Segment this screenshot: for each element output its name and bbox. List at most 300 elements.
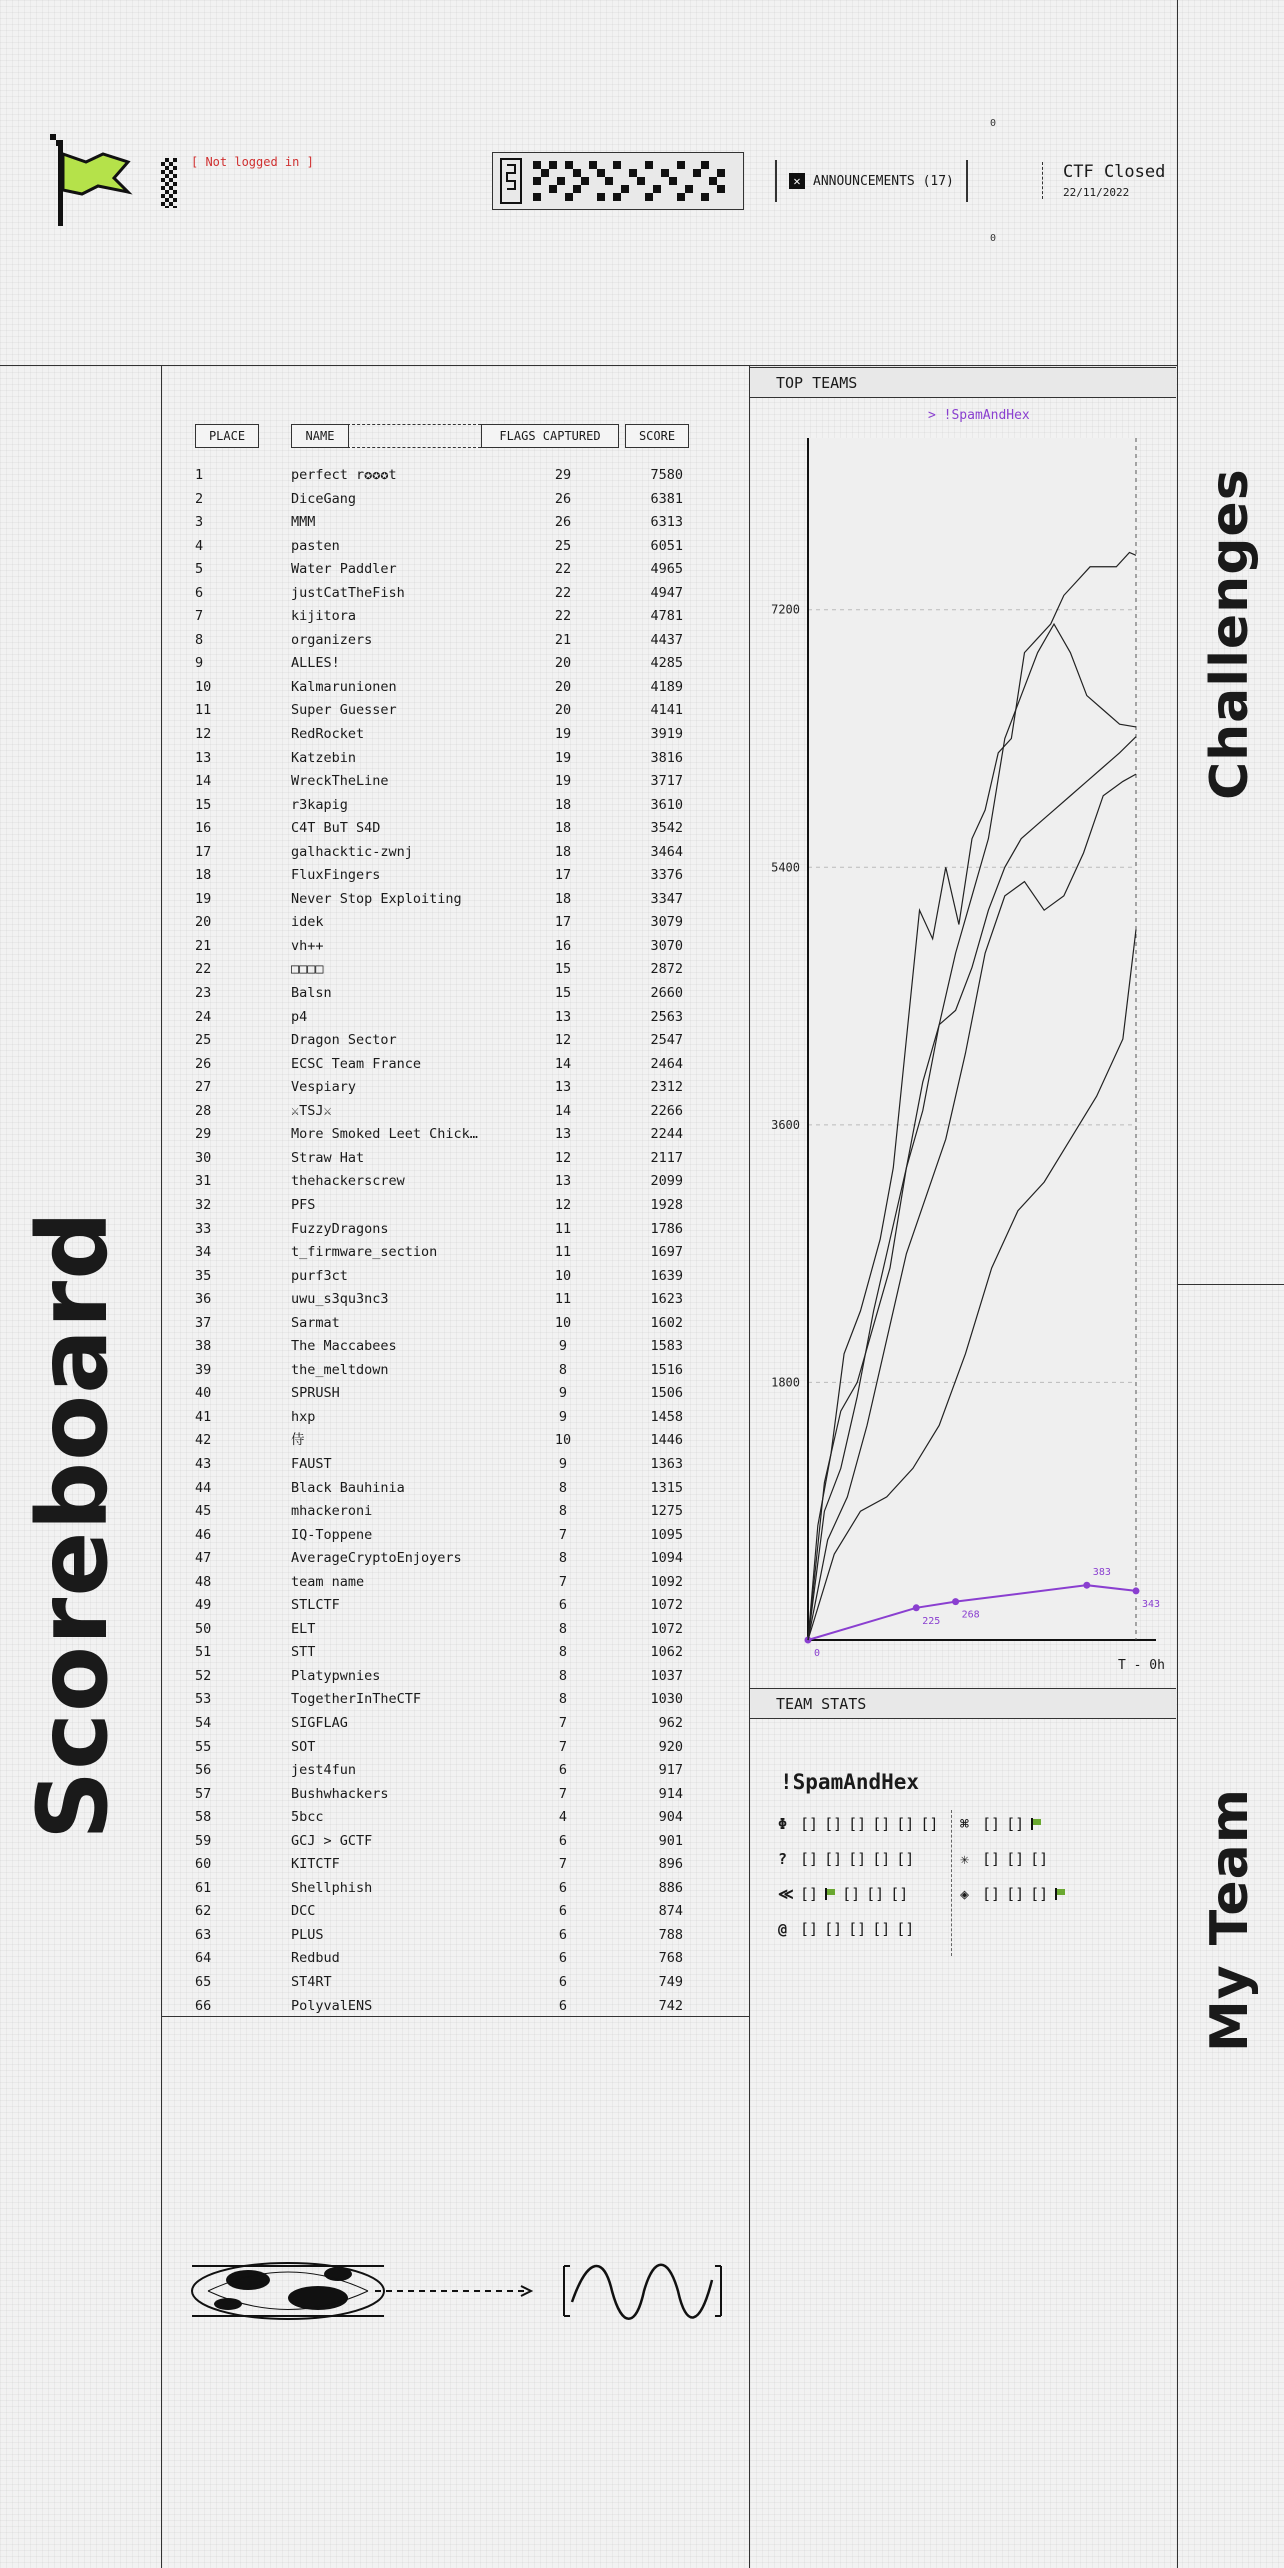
row-place: 65 [195, 1974, 212, 1990]
row-name: GCJ > GCTF [291, 1832, 373, 1849]
row-flags: 6 [558, 1903, 568, 1920]
row-name: Never Stop Exploiting [291, 890, 462, 907]
unsolved-slot: [] [800, 1850, 819, 1868]
row-flags: 7 [558, 1738, 568, 1755]
table-row[interactable] [195, 864, 695, 888]
row-name: galhacktic-zwnj [291, 843, 413, 860]
category-stat [960, 1850, 1048, 1868]
unsolved-slot: [] [896, 1815, 915, 1833]
row-name: t_firmware_section [291, 1244, 438, 1261]
table-row[interactable] [195, 1218, 695, 1242]
row-name: jest4fun [291, 1762, 357, 1779]
row-score: 896 [658, 1856, 683, 1873]
table-row[interactable] [195, 1241, 695, 1265]
unsolved-slot: [] [982, 1815, 1001, 1833]
row-flags: 8 [558, 1691, 568, 1708]
table-row[interactable] [195, 1006, 695, 1030]
row-flags: 22 [554, 561, 572, 578]
table-row[interactable] [195, 1571, 695, 1595]
series-point [1083, 1582, 1090, 1589]
row-place: 47 [195, 1550, 212, 1567]
table-row[interactable] [195, 676, 695, 700]
row-score: 1516 [650, 1361, 683, 1378]
row-flags: 6 [558, 1762, 568, 1779]
row-score: 2099 [650, 1173, 683, 1190]
row-score: 2563 [650, 1008, 683, 1025]
row-place: 60 [195, 1856, 212, 1873]
row-score: 1275 [650, 1503, 683, 1520]
table-row[interactable] [195, 1288, 695, 1312]
unsolved-slot: [] [890, 1885, 909, 1903]
row-score: 6313 [650, 514, 683, 531]
table-row[interactable] [195, 1806, 695, 1830]
announcements-label: ANNOUNCEMENTS (17) [813, 173, 954, 189]
nav-challenges[interactable]: Challenges [1200, 468, 1260, 800]
table-row[interactable] [195, 1783, 695, 1807]
table-row[interactable] [195, 1947, 695, 1971]
row-score: 1315 [650, 1479, 683, 1496]
row-place: 42 [195, 1432, 212, 1449]
table-row[interactable] [195, 1406, 695, 1430]
row-score: 3376 [650, 867, 683, 884]
row-place: 48 [195, 1573, 212, 1590]
row-score: 4947 [650, 584, 683, 601]
row-flags: 17 [554, 867, 572, 884]
row-name: AverageCryptoEnjoyers [291, 1550, 462, 1567]
table-row[interactable] [195, 1641, 695, 1665]
solved-flag-icon [1030, 1818, 1042, 1830]
chart-y-tick-label: 3600 [771, 1117, 800, 1132]
category-stat [778, 1885, 908, 1903]
table-row[interactable] [195, 1312, 695, 1336]
column-header-place[interactable]: PLACE [195, 424, 259, 448]
unsolved-slot: [] [824, 1920, 843, 1938]
row-name: □□□□ [291, 961, 324, 978]
row-flags: 17 [554, 914, 572, 931]
table-row[interactable] [195, 1053, 695, 1077]
row-place: 56 [195, 1762, 212, 1779]
unsolved-slot: [] [842, 1885, 861, 1903]
row-flags: 14 [554, 1102, 572, 1119]
table-row[interactable] [195, 1759, 695, 1783]
row-flags: 4 [558, 1809, 568, 1826]
row-name: RedRocket [291, 726, 365, 743]
row-place: 6 [195, 584, 204, 601]
row-score: 2244 [650, 1126, 683, 1143]
row-name: PolyvalENS [291, 1997, 373, 2014]
table-row[interactable] [195, 1453, 695, 1477]
row-flags: 11 [554, 1220, 572, 1237]
table-row[interactable] [195, 511, 695, 535]
row-flags: 18 [554, 820, 572, 837]
table-row[interactable] [195, 629, 695, 653]
row-place: 44 [195, 1479, 212, 1496]
row-score: 1786 [650, 1220, 683, 1237]
row-place: 36 [195, 1291, 212, 1308]
row-score: 749 [658, 1974, 683, 1990]
row-flags: 10 [554, 1267, 572, 1284]
table-row[interactable] [195, 605, 695, 629]
table-row[interactable] [195, 1712, 695, 1736]
row-score: 4437 [650, 631, 683, 648]
row-place: 33 [195, 1220, 212, 1237]
row-flags: 10 [554, 1432, 572, 1449]
table-row[interactable] [195, 1665, 695, 1689]
row-score: 4965 [650, 561, 683, 578]
top-teams-header: TOP TEAMS [750, 367, 1176, 398]
row-score: 1506 [650, 1385, 683, 1402]
row-name: purf3ct [291, 1267, 348, 1284]
table-row[interactable] [195, 1618, 695, 1642]
table-row[interactable] [195, 699, 695, 723]
row-flags: 6 [558, 1974, 568, 1990]
stats-divider [951, 1810, 953, 1956]
table-row[interactable] [195, 888, 695, 912]
table-row[interactable] [195, 1029, 695, 1053]
row-place: 51 [195, 1644, 212, 1661]
row-name: ⚔TSJ⚔ [291, 1102, 332, 1119]
row-name: SOT [291, 1738, 316, 1755]
chart-y-tick-label: 7200 [771, 602, 800, 617]
row-score: 3816 [650, 749, 683, 766]
table-row[interactable] [195, 1382, 695, 1406]
globe-art-icon [188, 2258, 388, 2324]
table-row[interactable] [195, 1830, 695, 1854]
row-name: SIGFLAG [291, 1714, 348, 1731]
table-row[interactable] [195, 1100, 695, 1124]
row-flags: 9 [558, 1408, 568, 1425]
row-name: Bushwhackers [291, 1785, 389, 1802]
scoreboard-rows [195, 464, 695, 2018]
unsolved-slot: [] [1006, 1885, 1025, 1903]
row-name: Redbud [291, 1950, 340, 1967]
header-dash-fill [347, 424, 481, 448]
row-place: 8 [195, 631, 204, 648]
row-score: 1095 [650, 1526, 683, 1543]
column-header-name[interactable]: NAME [291, 424, 349, 448]
row-flags: 29 [554, 467, 572, 483]
unsolved-slot: [] [896, 1920, 915, 1938]
table-row[interactable] [195, 841, 695, 865]
row-score: 962 [658, 1714, 683, 1731]
row-score: 1602 [650, 1314, 683, 1331]
row-score: 742 [658, 1997, 683, 2014]
row-flags: 18 [554, 843, 572, 860]
table-row[interactable] [195, 1547, 695, 1571]
wave-art-icon [560, 2262, 725, 2320]
table-row[interactable] [195, 958, 695, 982]
row-score: 4189 [650, 678, 683, 695]
row-flags: 22 [554, 584, 572, 601]
table-row[interactable] [195, 1900, 695, 1924]
row-name: FuzzyDragons [291, 1220, 389, 1237]
left-rail-divider [161, 365, 162, 2568]
category-icon: ⌘ [960, 1815, 970, 1833]
row-name: Dragon Sector [291, 1032, 397, 1049]
row-flags: 12 [554, 1196, 572, 1213]
category-icon: ≪ [778, 1885, 794, 1903]
unsolved-slot: [] [800, 1920, 819, 1938]
table-row[interactable] [195, 817, 695, 841]
row-place: 46 [195, 1526, 212, 1543]
unsolved-slot: [] [872, 1920, 891, 1938]
table-row[interactable] [195, 652, 695, 676]
row-place: 49 [195, 1597, 212, 1614]
unsolved-slot: [] [872, 1850, 891, 1868]
row-place: 2 [195, 490, 204, 507]
row-score: 3079 [650, 914, 683, 931]
table-row[interactable] [195, 1877, 695, 1901]
table-row[interactable] [195, 582, 695, 606]
row-place: 52 [195, 1667, 212, 1684]
row-name: DiceGang [291, 490, 357, 507]
row-score: 3464 [650, 843, 683, 860]
row-name: Water Paddler [291, 561, 397, 578]
row-name: team name [291, 1573, 365, 1590]
row-place: 59 [195, 1832, 212, 1849]
row-flags: 20 [554, 702, 572, 719]
row-place: 28 [195, 1102, 212, 1119]
table-row[interactable] [195, 1736, 695, 1760]
unsolved-slot: [] [982, 1885, 1001, 1903]
series-point [952, 1598, 959, 1605]
row-flags: 7 [558, 1714, 568, 1731]
row-score: 4285 [650, 655, 683, 672]
series-point-label: 0 [814, 1648, 821, 1659]
row-name: ELT [291, 1620, 316, 1637]
row-flags: 20 [554, 678, 572, 695]
unsolved-slot: [] [824, 1850, 843, 1868]
unsolved-slot: [] [848, 1850, 867, 1868]
table-row[interactable] [195, 464, 695, 488]
row-name: p4 [291, 1008, 308, 1025]
row-score: 1037 [650, 1667, 683, 1684]
login-status-link[interactable]: [ Not logged in ] [191, 155, 314, 169]
header-divider [0, 365, 1177, 366]
row-flags: 19 [554, 773, 572, 790]
row-score: 4141 [650, 702, 683, 719]
row-place: 20 [195, 914, 212, 931]
row-place: 66 [195, 1997, 212, 2014]
table-row[interactable] [195, 1335, 695, 1359]
row-score: 1363 [650, 1455, 683, 1472]
row-place: 45 [195, 1503, 212, 1520]
table-row[interactable] [195, 535, 695, 559]
category-stat [778, 1815, 938, 1833]
series-point [1133, 1587, 1140, 1594]
row-score: 2266 [650, 1102, 683, 1119]
row-name: PLUS [291, 1926, 324, 1943]
row-score: 2547 [650, 1032, 683, 1049]
table-row[interactable] [195, 1359, 695, 1383]
row-place: 40 [195, 1385, 212, 1402]
table-row[interactable] [195, 911, 695, 935]
category-stat [778, 1920, 914, 1938]
row-score: 3542 [650, 820, 683, 837]
row-score: 1639 [650, 1267, 683, 1284]
table-row[interactable] [195, 723, 695, 747]
row-flags: 7 [558, 1856, 568, 1873]
row-flags: 8 [558, 1550, 568, 1567]
row-name: organizers [291, 631, 373, 648]
category-icon: @ [778, 1920, 788, 1938]
nav-my-team[interactable]: My Team [1200, 1788, 1260, 2052]
row-name: Platypwnies [291, 1667, 381, 1684]
unsolved-slot: [] [800, 1815, 819, 1833]
unsolved-slot: [] [1030, 1885, 1049, 1903]
row-place: 53 [195, 1691, 212, 1708]
ctf-status-text: CTF Closed [1063, 162, 1166, 182]
table-row[interactable] [195, 1170, 695, 1194]
row-name: KITCTF [291, 1856, 340, 1873]
chart-legend-spamandhex[interactable]: > !SpamAndHex [928, 408, 1030, 423]
series-point [913, 1604, 920, 1611]
row-flags: 22 [554, 608, 572, 625]
row-score: 1623 [650, 1291, 683, 1308]
row-place: 41 [195, 1408, 212, 1425]
ctf-status [1042, 162, 1165, 199]
row-name: More Smoked Leet Chick… [291, 1126, 478, 1143]
row-place: 24 [195, 1008, 212, 1025]
row-score: 1094 [650, 1550, 683, 1567]
chart-x-label: T - 0h [1118, 1658, 1165, 1673]
row-name: FAUST [291, 1455, 332, 1472]
row-flags: 19 [554, 749, 572, 766]
table-row[interactable] [195, 794, 695, 818]
row-place: 50 [195, 1620, 212, 1637]
row-name: MMM [291, 514, 316, 531]
column-header-flags[interactable]: FLAGS CAPTURED [481, 424, 619, 448]
checker-decoration [161, 158, 177, 208]
row-name: Straw Hat [291, 1149, 365, 1166]
row-flags: 11 [554, 1244, 572, 1261]
row-flags: 25 [554, 537, 572, 554]
row-name: DCC [291, 1903, 316, 1920]
row-name: Sarmat [291, 1314, 340, 1331]
table-row[interactable] [195, 1123, 695, 1147]
row-name: Balsn [291, 985, 332, 1002]
right-rail-split [1177, 1284, 1284, 1285]
row-score: 920 [658, 1738, 683, 1755]
row-score: 3717 [650, 773, 683, 790]
table-row[interactable] [195, 1524, 695, 1548]
row-place: 32 [195, 1196, 212, 1213]
row-place: 54 [195, 1714, 212, 1731]
table-row[interactable] [195, 1688, 695, 1712]
unsolved-slot: [] [920, 1815, 939, 1833]
row-score: 2464 [650, 1055, 683, 1072]
row-score: 914 [658, 1785, 683, 1802]
row-flags: 18 [554, 796, 572, 813]
table-row[interactable] [195, 558, 695, 582]
row-place: 61 [195, 1879, 212, 1896]
row-flags: 6 [558, 1950, 568, 1967]
category-icon: ◈ [960, 1885, 970, 1903]
table-row[interactable] [195, 1594, 695, 1618]
table-row[interactable] [195, 1924, 695, 1948]
row-place: 34 [195, 1244, 212, 1261]
unsolved-slot: [] [872, 1815, 891, 1833]
row-flags: 26 [554, 490, 572, 507]
row-name: C4T BuT S4D [291, 820, 381, 837]
row-flags: 6 [558, 1997, 568, 2014]
row-place: 18 [195, 867, 212, 884]
row-place: 58 [195, 1809, 212, 1826]
table-row[interactable] [195, 1429, 695, 1453]
row-score: 1072 [650, 1620, 683, 1637]
table-header [195, 424, 695, 448]
row-name: the_meltdown [291, 1361, 389, 1378]
unsolved-slot: [] [1006, 1850, 1025, 1868]
column-header-score[interactable]: SCORE [625, 424, 689, 448]
table-row[interactable] [195, 982, 695, 1006]
table-row[interactable] [195, 747, 695, 771]
table-row[interactable] [195, 488, 695, 512]
ctf-date: 22/11/2022 [1063, 186, 1130, 199]
row-place: 37 [195, 1314, 212, 1331]
table-row[interactable] [195, 770, 695, 794]
category-stat [778, 1850, 914, 1868]
row-name: Black Bauhinia [291, 1479, 405, 1496]
row-flags: 6 [558, 1926, 568, 1943]
row-name: TogetherInTheCTF [291, 1691, 422, 1708]
row-place: 26 [195, 1055, 212, 1072]
table-row[interactable] [195, 1853, 695, 1877]
row-flags: 6 [558, 1879, 568, 1896]
nav-scoreboard[interactable]: Scoreboard [17, 1210, 129, 1840]
category-icon: ? [778, 1850, 788, 1868]
row-name: PFS [291, 1196, 316, 1213]
row-place: 29 [195, 1126, 212, 1143]
row-name: ST4RT [291, 1974, 332, 1990]
table-row[interactable] [195, 1194, 695, 1218]
row-name: mhackeroni [291, 1503, 373, 1520]
row-name: pasten [291, 537, 340, 554]
series-point-label: 225 [922, 1615, 941, 1627]
row-name: justCatTheFish [291, 584, 405, 601]
row-score: 917 [658, 1762, 683, 1779]
announcements-button[interactable] [775, 160, 968, 202]
team-stats-header: TEAM STATS [750, 1688, 1176, 1719]
row-flags: 8 [558, 1644, 568, 1661]
flag-logo-icon[interactable] [48, 132, 138, 232]
row-name: ALLES! [291, 655, 340, 672]
table-row[interactable] [195, 1147, 695, 1171]
row-place: 43 [195, 1455, 212, 1472]
row-place: 3 [195, 514, 204, 531]
table-row[interactable] [195, 1500, 695, 1524]
row-flags: 15 [554, 985, 572, 1002]
series-point-label: 383 [1092, 1567, 1111, 1579]
row-score: 2312 [650, 1079, 683, 1096]
row-name: The Maccabees [291, 1338, 397, 1355]
row-score: 1030 [650, 1691, 683, 1708]
solved-flag-icon [824, 1888, 836, 1900]
glitch-pattern-icon [492, 152, 744, 210]
unsolved-slot: [] [1006, 1815, 1025, 1833]
row-score: 3347 [650, 890, 683, 907]
row-flags: 8 [558, 1667, 568, 1684]
table-row[interactable] [195, 1477, 695, 1501]
row-place: 64 [195, 1950, 212, 1967]
table-row[interactable] [195, 1995, 695, 2019]
table-row[interactable] [195, 1971, 695, 1995]
row-flags: 9 [558, 1338, 568, 1355]
row-flags: 21 [554, 631, 572, 648]
table-row[interactable] [195, 1076, 695, 1100]
table-row[interactable] [195, 935, 695, 959]
table-row[interactable] [195, 1265, 695, 1289]
